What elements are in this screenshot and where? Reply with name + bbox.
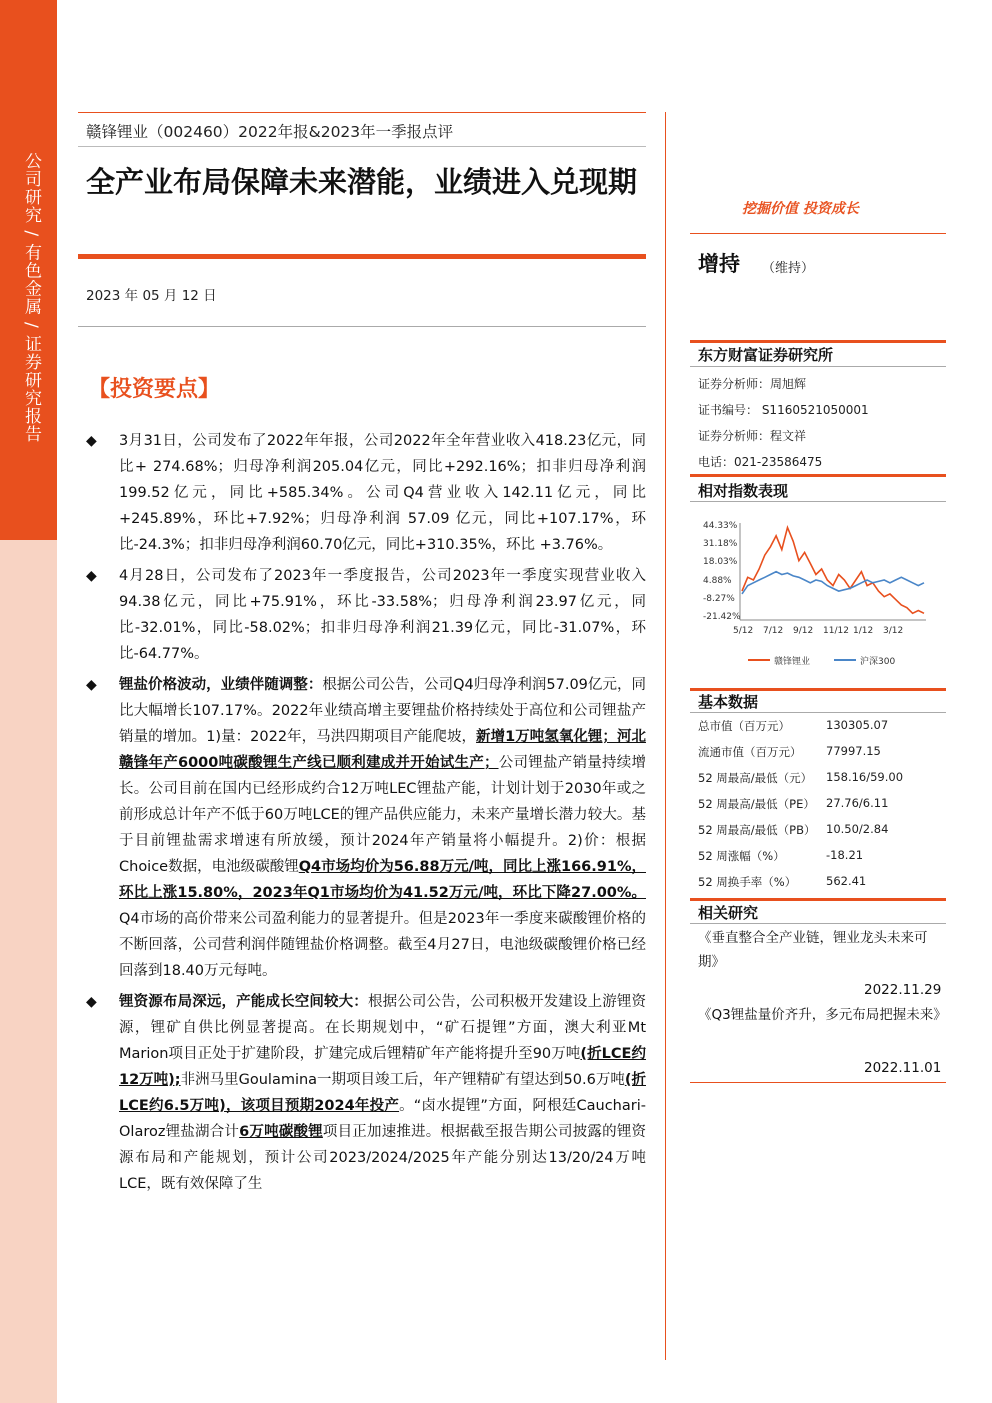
chart-title: 相对指数表现: [698, 482, 789, 500]
bullet-highlight: 新增1万吨氢氧化锂；河北赣锋年产6000吨碳酸锂生产线已顺利建成并开始试生产；: [119, 729, 646, 771]
bullet-text: 根据公司公告，公司积极开发建设上游锂资源，锂矿自供比例显著提高。在长期规划中，“矿石提锂”方面，澳大利亚Mt Marion项目正处于扩建阶段，扩建完成后锂精矿年产能将提升至90万吨: [119, 994, 647, 1062]
org-rule: [690, 366, 946, 367]
report-subtitle: 赣锋锂业（002460）2022年报&2023年一季报点评: [86, 123, 454, 141]
bullet-item: [86, 428, 646, 558]
bullet-text: 根据公司公告，公司Q4归母净利润57.09亿元，同比大幅增长107.17%。2022年业绩高增主要锂盐价格持续处于高位和公司锂盐产销量的增加。1)量：2022年，马洪四期项目产能爬坡，: [119, 677, 646, 745]
related-item-title[interactable]: 《垂直整合全产业链，锂业龙头未来可期》: [698, 930, 928, 970]
basic-data-label: 52 周涨幅（%）: [698, 849, 785, 863]
bullet-item: [86, 672, 646, 984]
bullet-highlight: (折LCE约6.5万吨)，该项目预期2024年投产: [119, 1072, 646, 1114]
bottom-rule: [690, 1082, 946, 1083]
basic-rule: [690, 712, 946, 713]
series-line-1: [742, 572, 924, 594]
investment-points: [86, 428, 646, 1202]
bullet-text: 4月28日，公司发布了2023年一季度报告，公司2023年一季度实现营业收入94.38亿元，同比+75.91%，环比-33.58%；归母净利润23.97亿元，同比-32.01%，同比-58.02%；扣非归母净利润21.39亿元，同比-31.07%，环比-64.77%。: [119, 568, 646, 662]
phone: 电话：021-23586475: [698, 455, 823, 469]
series-line-0: [742, 528, 924, 614]
basic-data-value: 562.41: [826, 874, 867, 888]
basic-data-label: 52 周最高/最低（PE）: [698, 797, 815, 811]
related-title: 相关研究: [698, 904, 759, 922]
bullet-text: 。“卤水提锂”方面，阿根廷Cauchari-Olaroz锂盐湖合计: [119, 1098, 646, 1140]
rating-rule: [690, 233, 946, 234]
x-tick-label: 1/12: [853, 626, 874, 636]
bullet-lead: 锂资源布局深远，产能成长空间较大：: [119, 994, 368, 1010]
x-tick-label: 7/12: [763, 626, 784, 636]
y-tick-label: -8.27%: [703, 593, 735, 604]
x-tick-label: 5/12: [733, 626, 754, 636]
rating-sub: （维持）: [762, 261, 815, 276]
bullet-highlight: (折LCE约12万吨);: [119, 1046, 646, 1088]
basic-data-label: 52 周最高/最低（PB）: [698, 823, 816, 837]
bullet-highlight: 6万吨碳酸锂: [239, 1124, 323, 1140]
basic-data-label: 52 周换手率（%）: [698, 875, 797, 889]
related-bar: [690, 898, 946, 901]
y-tick-label: 31.18%: [703, 539, 738, 550]
org-bar: [690, 340, 946, 343]
report-title: 全产业布局保障未来潜能，业绩进入兑现期: [86, 165, 638, 199]
rating-label: 增持: [698, 252, 740, 276]
org-name: 东方财富证券研究所: [698, 346, 834, 364]
basic-data-label: 52 周最高/最低（元）: [698, 771, 813, 785]
basic-data-value: 158.16/59.00: [826, 770, 904, 784]
bullet-text: 项目正加速推进。根据截至报告期公司披露的锂资源布局和产能规划，预计公司2023/2024/2025年产能分别达13/20/24万吨LCE，既有效保障了生: [119, 1124, 647, 1192]
y-tick-label: 18.03%: [703, 557, 738, 568]
bullet-item: [86, 989, 646, 1197]
analyst-1: 证券分析师：周旭辉: [698, 377, 807, 391]
date-rule: [78, 326, 646, 327]
slogan: 挖掘价值 投资成长: [742, 201, 859, 217]
bullet-lead: 锂盐价格波动，业绩伴随调整：: [119, 677, 323, 693]
y-tick-label: -21.42%: [703, 612, 741, 622]
bullet-text: 非洲马里Goulamina一期项目竣工后，年产锂精矿有望达到50.6万吨: [180, 1072, 625, 1088]
title-bar: [78, 254, 646, 259]
chart-rule: [690, 501, 946, 502]
side-category-text: 公司研究 / 有色金属 / 证券研究报告: [21, 152, 41, 444]
related-rule: [690, 923, 946, 924]
basic-data-value: -18.21: [826, 848, 864, 862]
diamond-icon: ◆: [86, 433, 97, 449]
basic-data-value: 27.76/6.11: [826, 796, 889, 810]
section-heading: 【投资要点】: [88, 376, 221, 402]
legend-label: 沪深300: [860, 657, 896, 667]
basic-data-label: 流通市值（百万元）: [698, 745, 802, 759]
chart-bar: [690, 474, 946, 477]
bullet-text: 3月31日，公司发布了2022年年报，公司2022年全年营业收入418.23亿元，同比+ 274.68%；归母净利润205.04亿元，同比+292.16%；扣非归母净利润199.52亿元，同比+585.34%。公司Q4营业收入142.11亿元，同比+245.89%，环比+7.92%；归母净利润 57.09 亿元，同比+107.17%，环比-24.3%；扣非归母净利润60.70亿元，同比+310.35%，环比 +3.76%。: [119, 433, 646, 553]
related-item-title[interactable]: 《Q3锂盐量价齐升，多元布局把握未来》: [698, 1007, 947, 1023]
related-item-date: 2022.11.29: [864, 982, 942, 998]
y-tick-label: 44.33%: [703, 521, 738, 531]
bullet-item: [86, 563, 646, 667]
report-date: 2023 年 05 月 12 日: [86, 288, 217, 304]
x-tick-label: 9/12: [793, 626, 814, 636]
legend-label: 赣锋锂业: [774, 657, 811, 667]
subtitle-rule: [78, 146, 646, 147]
x-tick-label: 3/12: [883, 626, 904, 636]
basic-data-value: 130305.07: [826, 718, 889, 732]
diamond-icon: ◆: [86, 677, 97, 693]
bullet-text: 公司锂盐产销量持续增长。公司目前在国内已经形成约合12万吨LEC锂盐产能，计划计划于2030年或之前形成总计年产不低于60万吨LCE的锂产品供应能力，未来产量增长潜力较大。基于目前锂盐需求增速有所放缓，预计2024年产销量将小幅提升。2)价：根据Choice数据，电池级碳酸锂: [119, 755, 646, 875]
related-item-date: 2022.11.01: [864, 1060, 942, 1076]
cert-number: 证书编号： S1160521050001: [698, 403, 869, 417]
diamond-icon: ◆: [86, 994, 97, 1010]
basic-data-label: 总市值（百万元）: [698, 719, 790, 733]
analyst-2: 证券分析师：程文祥: [698, 429, 807, 443]
bullet-text: Q4市场的高价带来公司盈利能力的显著提升。但是2023年一季度来碳酸锂价格的不断回落，公司营利润伴随锂盐价格调整。截至4月27日，电池级碳酸锂价格已经回落到18.40万元每吨。: [119, 911, 646, 979]
y-tick-label: 4.88%: [703, 575, 732, 586]
basic-data-value: 77997.15: [826, 744, 881, 758]
top-rule: [78, 112, 646, 113]
bullet-highlight: Q4市场均价为56.88万元/吨，同比上涨166.91%，环比上涨15.80%，2023年Q1市场均价为41.52万元/吨，环比下降27.00%。: [119, 859, 646, 901]
diamond-icon: ◆: [86, 568, 97, 584]
basic-data-title: 基本数据: [698, 693, 759, 711]
side-band-light: [0, 540, 57, 1403]
basic-data-value: 10.50/2.84: [826, 822, 889, 836]
x-tick-label: 11/12: [823, 626, 849, 636]
column-divider: [665, 112, 666, 1360]
